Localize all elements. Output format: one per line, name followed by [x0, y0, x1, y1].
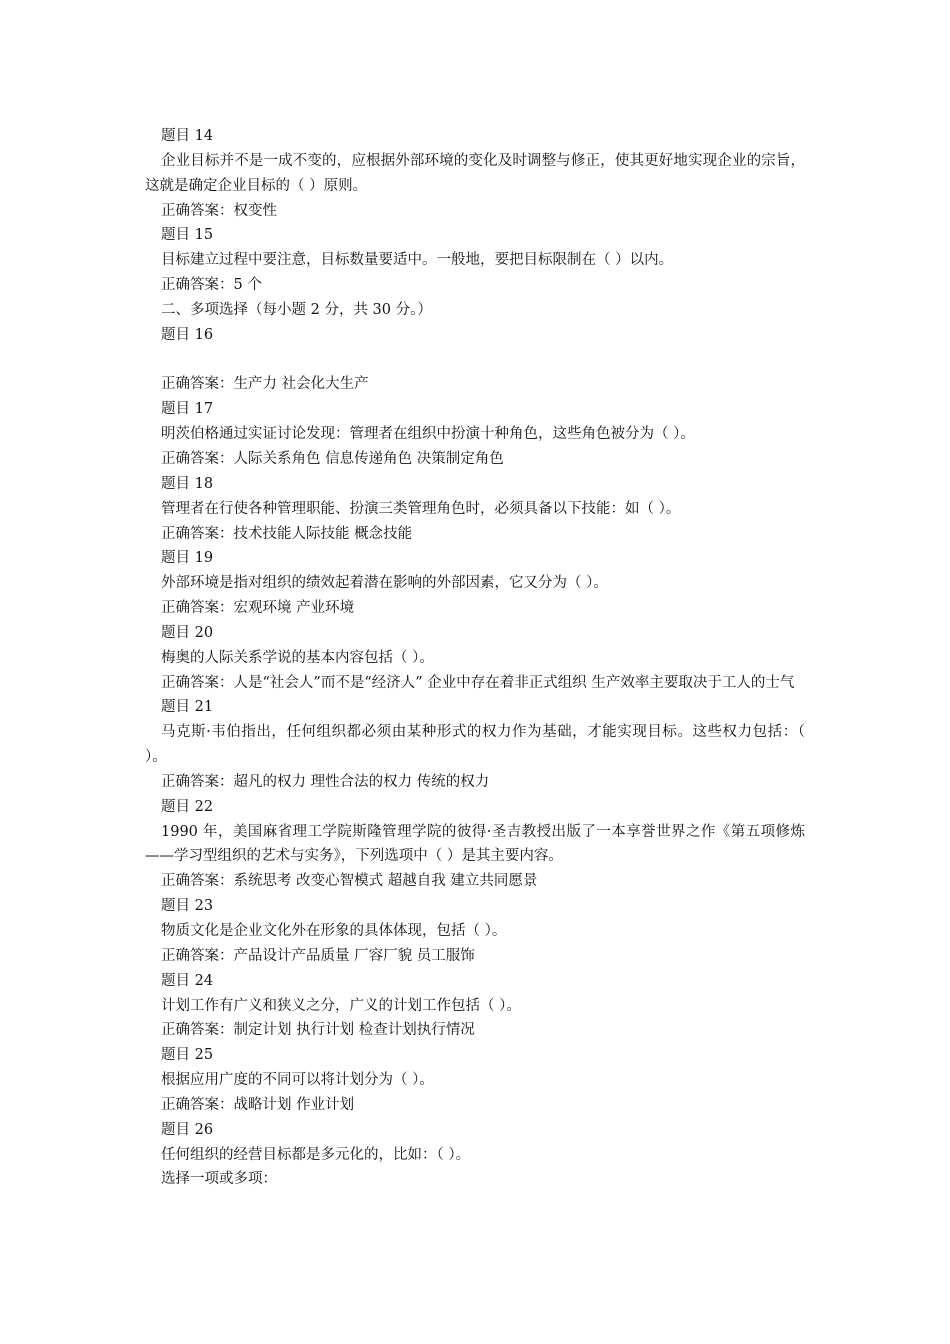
- document-body: [145, 124, 805, 1192]
- question-label: 题目 14: [161, 128, 214, 144]
- question-text: 外部环境是指对组织的绩效起着潜在影响的外部因素，它又分为（ ）。: [161, 575, 608, 592]
- question-label: 题目 25: [161, 1047, 214, 1064]
- correct-answer: 正确答案：权变性: [161, 202, 277, 219]
- correct-answer: 正确答案：人际关系角色 信息传递角色 决策制定角色: [161, 450, 504, 467]
- question-text: 1990 年，美国麻省理工学院斯隆管理学院的彼得·圣吉教授出版了一本享誉世界之作《第五项修炼——学习型组织的艺术与实务》，下列选项中（ ）是其主要内容。: [145, 823, 805, 865]
- question-label: 题目 23: [161, 898, 214, 915]
- correct-answer: 正确答案：生产力 社会化大生产: [161, 376, 369, 393]
- question-label: 题目 19: [161, 550, 214, 567]
- section-heading: 二、多项选择（每小题 2 分，共 30 分。）: [161, 301, 432, 318]
- correct-answer: 正确答案：宏观环境 产业环境: [161, 600, 355, 617]
- question-text: 目标建立过程中要注意，目标数量要适中。一般地，要把目标限制在（ ）以内。: [161, 252, 674, 269]
- question-label: 题目 16: [161, 326, 214, 343]
- correct-answer: 正确答案：5 个: [161, 277, 262, 294]
- correct-answer: 正确答案：产品设计产品质量 厂容厂貌 员工服饰: [161, 947, 475, 964]
- question-label: 选择一项或多项：: [161, 1171, 277, 1188]
- question-label: 题目 22: [161, 798, 214, 815]
- question-label: 题目 24: [161, 972, 214, 989]
- question-text: 物质文化是企业文化外在形象的具体体现，包括（ ）。: [161, 923, 507, 939]
- question-text: 明茨伯格通过实证讨论发现：管理者在组织中扮演十种角色，这些角色被分为（ ）。: [161, 426, 695, 443]
- correct-answer: 正确答案：人是“社会人”而不是“经济人” 企业中存在着非正式组织 生产效率主要取决于工人的士气: [161, 674, 795, 691]
- question-label: 题目 18: [161, 475, 214, 492]
- question-text: 任何组织的经营目标都是多元化的，比如：（ ）。: [161, 1146, 471, 1163]
- question-label: 题目 15: [161, 227, 214, 244]
- correct-answer: 正确答案：超凡的权力 理性合法的权力 传统的权力: [161, 773, 490, 790]
- correct-answer: 正确答案：战略计划 作业计划: [161, 1096, 355, 1113]
- question-label: 题目 21: [161, 699, 214, 716]
- question-label: 题目 20: [161, 624, 214, 641]
- question-text: 根据应用广度的不同可以将计划分为（ ）。: [161, 1072, 434, 1089]
- question-text: 计划工作有广义和狭义之分，广义的计划工作包括（ ）。: [161, 997, 521, 1014]
- question-text: 管理者在行使各种管理职能、扮演三类管理角色时，必须具备以下技能：如（ ）。: [161, 500, 681, 517]
- question-label: 题目 17: [161, 401, 214, 418]
- question-text: 马克斯·韦伯指出，任何组织都必须由某种形式的权力作为基础，才能实现目标。这些权力包括：（ ）。: [145, 724, 805, 766]
- correct-answer: 正确答案：系统思考 改变心智模式 超越自我 建立共同愿景: [161, 873, 538, 890]
- correct-answer: 正确答案：技术技能人际技能 概念技能: [161, 525, 413, 542]
- question-text: 梅奥的人际关系学说的基本内容包括（ ）。: [161, 649, 434, 666]
- question-text: 企业目标并不是一成不变的，应根据外部环境的变化及时调整与修正，使其更好地实现企业的宗旨，这就是确定企业目标的（ ）原则。: [145, 152, 805, 194]
- correct-answer: 正确答案：制定计划 执行计划 检查计划执行情况: [161, 1022, 475, 1039]
- blank-line: [145, 348, 805, 373]
- question-label: 题目 26: [161, 1121, 214, 1138]
